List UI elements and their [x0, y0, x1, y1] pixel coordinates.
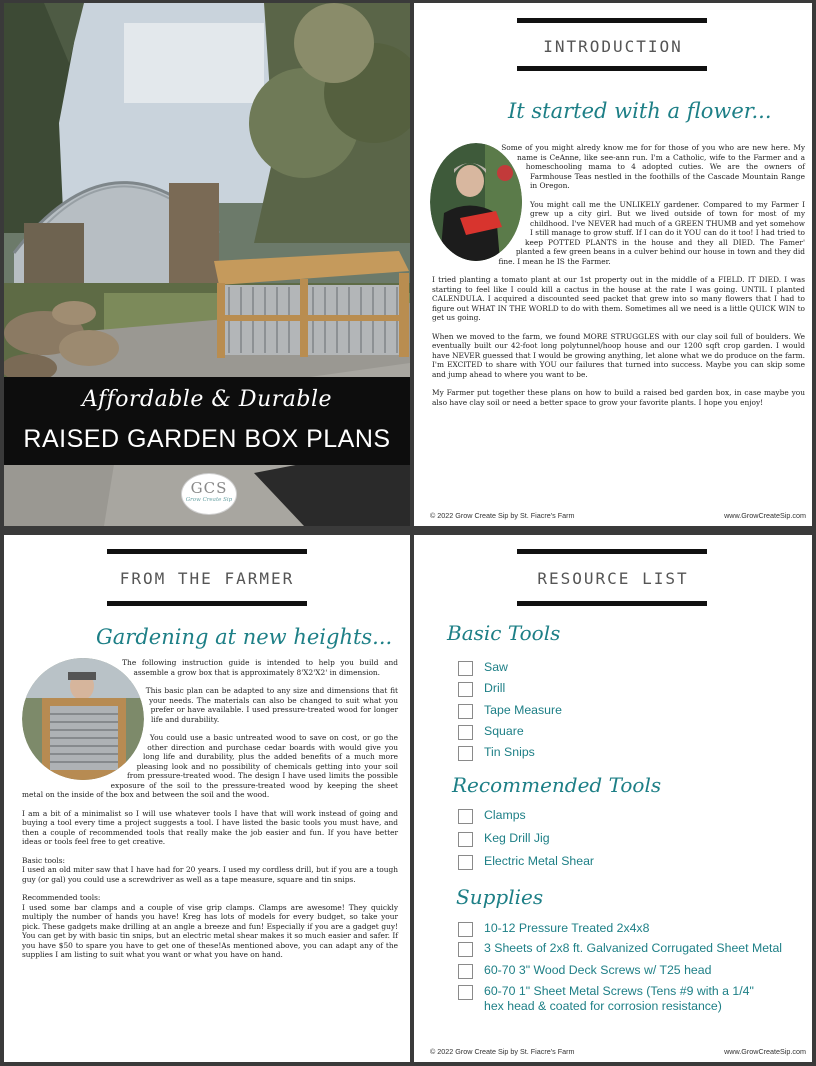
- item-label: Keg Drill Jig: [484, 831, 550, 845]
- item-label: 10-12 Pressure Treated 2x4x8: [484, 921, 650, 935]
- basic-tools-heading: Basic Tools: [447, 621, 561, 645]
- intro-paragraph-5: My Farmer put together these plans on how to build a raised bed garden box, in case maybe you also have clay soil or need a better space to grow your favorite plants. I hope you enjoy!: [432, 388, 805, 407]
- intro-body: [432, 143, 805, 416]
- farmer-paragraph-2: This basic plan can be adapted to any size and dimensions that fit your needs. The materials can also be changed to suit what you prefer or have available. I used pressure-treated wood for longer life and durability.: [145, 686, 398, 724]
- logo-text: Grow Create Sip: [185, 497, 233, 503]
- copyright: © 2022 Grow Create Sip by St. Fiacre's Farm: [430, 511, 575, 520]
- item-label: Clamps: [484, 808, 526, 822]
- supplies-heading: Supplies: [456, 885, 544, 909]
- page-title: INTRODUCTION: [543, 37, 683, 56]
- recommended-tools-heading: Recommended Tools: [452, 773, 662, 797]
- item-label: Drill: [484, 681, 506, 695]
- farmer-paragraph-3: You could use a basic untreated wood to save on cost, or go the other direction and purchase cedar boards with would give you long life and durability, plus the added benefits of a much more pleasing look and no possibility of chemicals getting into your soil from pressure-treated wood. The design I have used limits the possible exposure of the soil to the pressure-treated wood by keeping the sheet metal on the inside of the box and between the soil and the wood.: [22, 733, 398, 799]
- farmer-page: [4, 535, 410, 1062]
- intro-paragraph-1: Some of you might alredy know me for for those of you who are new here. My name is CeAnne, like see-ann run. I'm a Catholic, wife to the Farmer and a homeschooling mama to 4 adopted cuties. We are the owners of Farmhouse Teas nestled in the foothills of the Cascade Mountain Range in Oregon.: [501, 143, 805, 190]
- cover-title: RAISED GARDEN BOX PLANS: [23, 425, 391, 453]
- checkbox[interactable]: [458, 832, 473, 847]
- checkbox[interactable]: [458, 922, 473, 937]
- resource-list-page: [414, 535, 812, 1062]
- farmer-paragraph-1: The following instruction guide is intended to help you build and assemble a grow box that is approximately 8'X2'X2' in dimension.: [122, 658, 398, 677]
- intro-heading: It started with a flower...: [508, 99, 772, 123]
- checkbox[interactable]: [458, 746, 473, 761]
- cover-title-band: [4, 377, 410, 465]
- author-portrait: [430, 143, 522, 261]
- top-rule: [107, 549, 307, 554]
- copyright: © 2022 Grow Create Sip by St. Fiacre's Farm: [430, 1047, 575, 1056]
- logo-letters: GCS: [190, 479, 228, 497]
- page-title: RESOURCE LIST: [537, 569, 689, 588]
- checkbox[interactable]: [458, 704, 473, 719]
- farmer-body: [22, 658, 398, 969]
- top-rule: [517, 549, 707, 554]
- page-title: FROM THE FARMER: [119, 569, 295, 588]
- farmer-paragraph-4: I am a bit of a minimalist so I will use whatever tools I have that will work instead of going and buying a tool every time a project suggests a tool. I have listed the basic tools you must have, and then a couple of recommended tools that really make the job easier and fun. If you have better ideas or tools feel free to get creative.: [22, 808, 398, 846]
- bottom-rule: [517, 66, 707, 71]
- checkbox[interactable]: [458, 985, 473, 1000]
- farmer-basic-tools-note: Basic tools: I used an old miter saw that I have had for 20 years. I used my cordless drill, but if you are a tough guy (or gal) you could use a screwdriver as well as a tape measure, square and tin snips.: [22, 855, 398, 884]
- checkbox[interactable]: [458, 855, 473, 870]
- bottom-rule: [517, 601, 707, 606]
- intro-paragraph-3: I tried planting a tomato plant at our 1st property out in the middle of a FIELD. IT DIED. I was starting to feel like I could kill a cactus in the house at the rate I was going. UNTIL I planted CALENDULA. I acquired a discounted seed packet that grew into so many flowers that I had to figure out WHAT IN THE WORLD to do with them. Sometimes all we need is a little QUICK WIN to get us going.: [432, 275, 805, 322]
- item-label: Saw: [484, 660, 508, 674]
- website-link[interactable]: www.GrowCreateSip.com: [724, 1047, 806, 1056]
- cover-page: [4, 3, 410, 526]
- item-label: 3 Sheets of 2x8 ft. Galvanized Corrugated Sheet Metal: [484, 941, 783, 955]
- item-label: 60-70 3" Wood Deck Screws w/ T25 head: [484, 963, 712, 977]
- item-label: Square: [484, 724, 524, 738]
- item-label: Electric Metal Shear: [484, 854, 595, 868]
- item-label: 60-70 1" Sheet Metal Screws (Tens #9 with a 1/4" hex head & coated for corrosion resistance): [484, 984, 754, 1013]
- checkbox[interactable]: [458, 964, 473, 979]
- intro-paragraph-4: When we moved to the farm, we found MORE STRUGGLES with our clay soil full of boulders. We eventually built our 42-foot long polytunnel/hoop house and our 1200 sqft crop garden. I would have NEVER guessed that I would be growing anything, let alone what we do produce on the farm. I'm EXCITED to share with YOU our failures that turned into success. Maybe you can skip some and jump ahead to where you want to be.: [432, 331, 805, 379]
- checkbox[interactable]: [458, 682, 473, 697]
- item-label: Tin Snips: [484, 745, 535, 759]
- intro-paragraph-2: You might call me the UNLIKELY gardener. Compared to my Farmer I grew up a city girl. But we lived outside of town for most of my childhood. I've NEVER had much of a GREEN THUMB and yet somehow I still manage to grow stuff. If I can do it YOU can do it too! I had tried to keep POTTED PLANTS in the house and they all DIED. The Famer' planted a few green beans in a culver behind our house in town and they did fine. I mean he IS the Farmer.: [498, 199, 805, 266]
- checkbox[interactable]: [458, 942, 473, 957]
- bottom-rule: [107, 601, 307, 606]
- farmer-recommended-tools-note: Recommended tools: I used some bar clamps and a couple of vise grip clamps. Clamps are awesome! They quickly multiply the number of hands you have! Kreg has lots of models for every budget, so take your pick. These gadgets make drilling at an angle a breeze and fun! Especially if you are a gadget guy! You can get by with basic tin snips, but an electric metal shear makes it so much easier and safer. If you have $50 to spare you have to get one of these!As mentioned above, you can adapt any of the supplies I am listing to suit what you want or what you have on hand.: [22, 893, 398, 959]
- checkbox[interactable]: [458, 809, 473, 824]
- checkbox[interactable]: [458, 661, 473, 676]
- farmer-portrait: [22, 658, 144, 780]
- farmer-heading: Gardening at new heights...: [96, 625, 393, 649]
- brand-logo: [181, 473, 237, 515]
- introduction-page: [414, 3, 812, 526]
- checkbox[interactable]: [458, 725, 473, 740]
- top-rule: [517, 18, 707, 23]
- item-label: Tape Measure: [484, 703, 562, 717]
- website-link[interactable]: www.GrowCreateSip.com: [724, 511, 806, 520]
- cover-subtitle: Affordable & Durable: [81, 387, 333, 412]
